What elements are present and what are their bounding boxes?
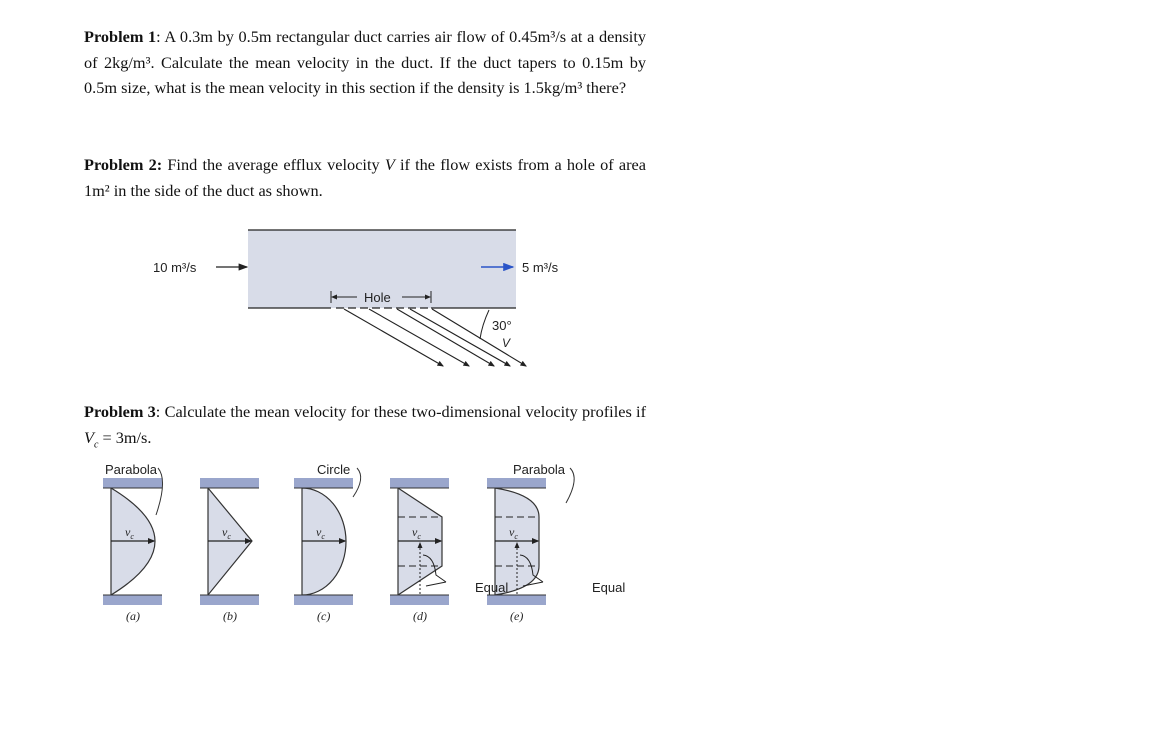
- panel-caption: (e): [510, 609, 524, 623]
- parabola-label-e: Parabola: [513, 462, 566, 477]
- problem-2-text: Find the average efflux velocity: [162, 155, 385, 174]
- profile-panel: [200, 478, 259, 623]
- panel-caption: (b): [223, 609, 237, 623]
- circle-label: Circle: [317, 462, 351, 477]
- bottom-plate: [200, 595, 259, 605]
- problem-2-text-end: if the flow exists from a hole of area 1m² in the side of the duct as shown.: [84, 155, 647, 200]
- top-plate: [294, 478, 353, 488]
- velocity-profiles: [103, 462, 625, 623]
- top-plate: [487, 478, 546, 488]
- problem-3-text-end: = 3m/s.: [98, 427, 152, 447]
- duct-diagram: [153, 230, 559, 366]
- panel-caption: (c): [317, 609, 331, 623]
- parabola-label: Parabola: [105, 462, 158, 477]
- bottom-plate: [487, 595, 546, 605]
- equal-label-d: Equal: [475, 580, 509, 595]
- ve-label: $v_c$: [412, 525, 421, 541]
- problem-3-text: : Calculate the mean velocity for these two-dimensional velocity profiles if: [155, 402, 646, 421]
- ve-label: $v_c$: [316, 525, 325, 541]
- problem-1-text: : A 0.3m by 0.5m rectangular duct carries air flow of 0.45m³/s at a density of 2kg/m³. Calculate the mean velocity in the duct. If the duct tapers to 0.15m by 0.5m size, what is the mean velocity in this section if the density is 1.5kg/m³ there?: [84, 27, 646, 98]
- panel-caption: (d): [413, 609, 427, 623]
- ve-label: $v_c$: [222, 525, 231, 541]
- bottom-plate: [103, 595, 162, 605]
- bottom-plate: [390, 595, 449, 605]
- panel-caption: (a): [126, 609, 140, 623]
- problem-1-heading: Problem 1: [84, 27, 157, 46]
- top-plate: [200, 478, 259, 488]
- problem-2-heading: Problem 2:: [84, 155, 163, 174]
- equal-label-e: Equal: [592, 580, 626, 595]
- inlet-flow-label: 10 m³/s: [153, 260, 197, 275]
- problem-3-heading: Problem 3: [84, 402, 156, 421]
- ve-label: $v_c$: [125, 525, 134, 541]
- outlet-flow-label: 5 m³/s: [522, 260, 559, 275]
- profile-panel: [390, 478, 449, 623]
- angle-arc: [480, 310, 489, 339]
- problem-2-variable: V: [384, 155, 395, 174]
- hole-label: Hole: [364, 290, 391, 305]
- velocity-label: V: [502, 336, 511, 350]
- top-plate: [103, 478, 162, 488]
- profile-panel: [294, 478, 353, 623]
- bottom-plate: [294, 595, 353, 605]
- top-plate: [390, 478, 449, 488]
- profile-panel: [103, 478, 162, 623]
- profile-panel: [487, 478, 546, 623]
- angle-label: 30°: [492, 318, 512, 333]
- ve-label: $v_c$: [509, 525, 518, 541]
- problem-3-variable: $V_c$: [84, 427, 99, 450]
